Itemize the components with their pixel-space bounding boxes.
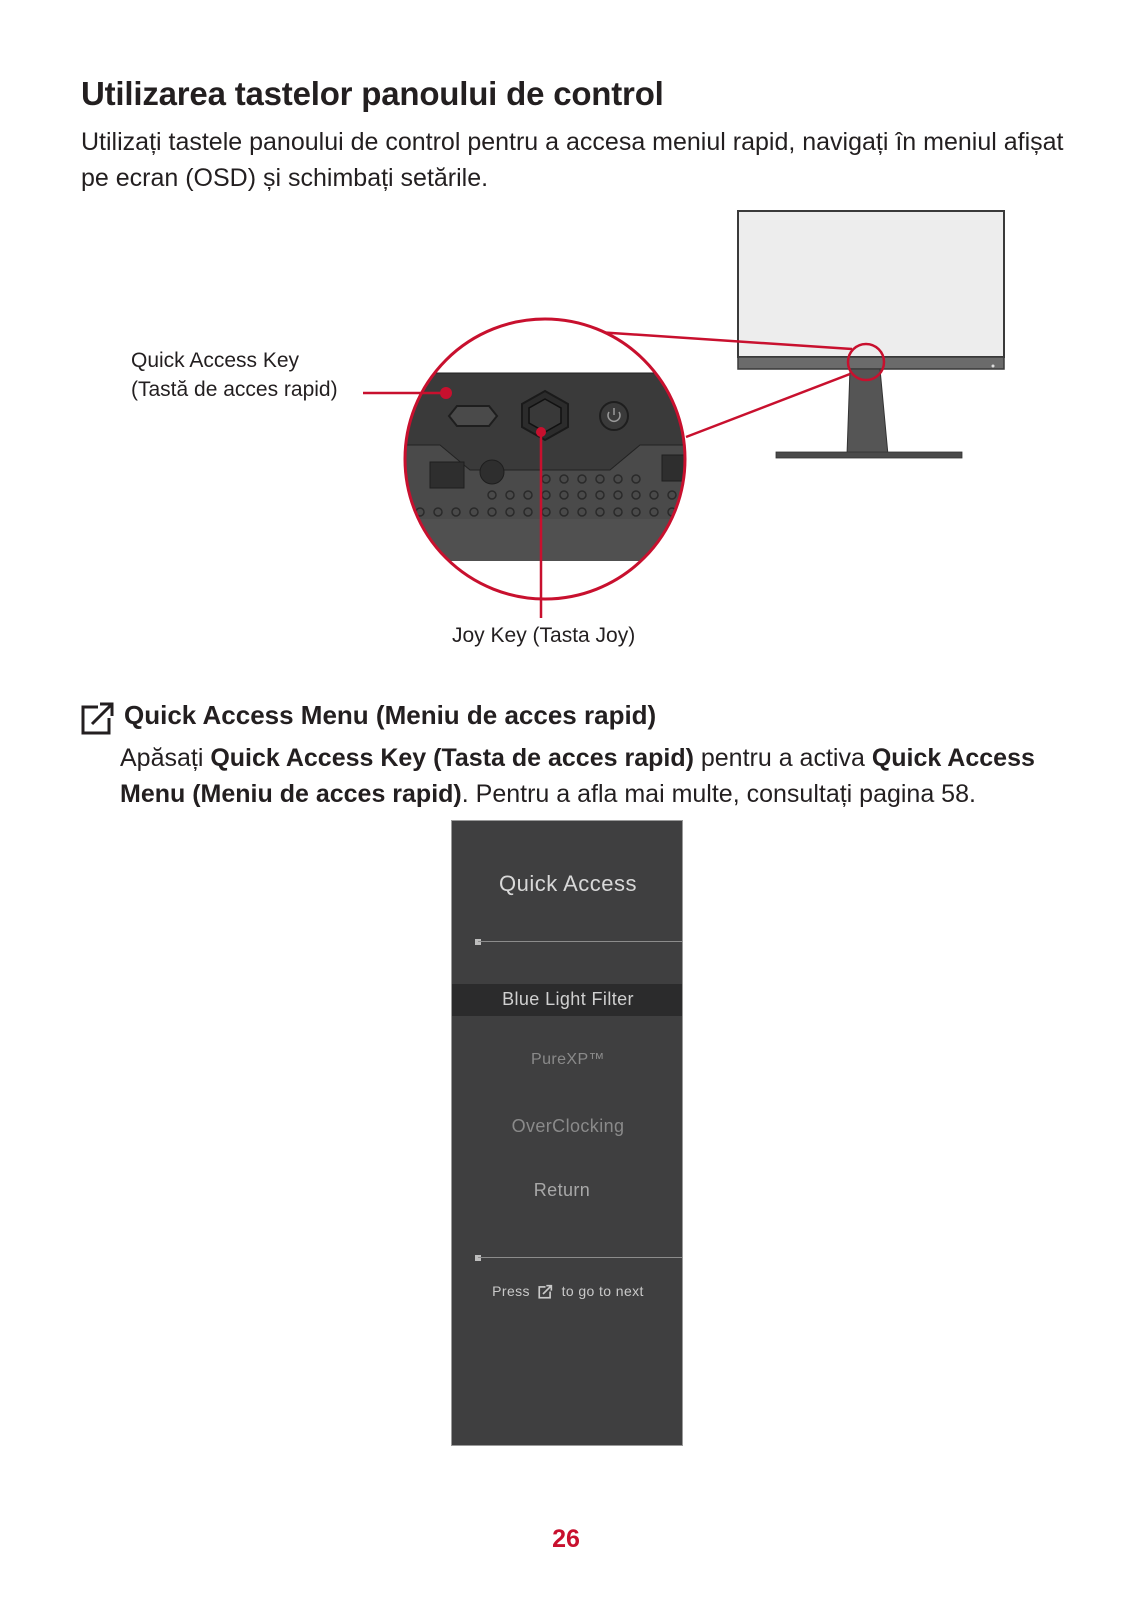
monitor-stand-neck	[847, 369, 888, 455]
monitor-screen	[738, 211, 1004, 357]
zoomed-panel	[400, 310, 700, 610]
osd-item-overclocking[interactable]: OverClocking	[511, 1116, 625, 1136]
osd-item-return[interactable]: Return	[533, 1180, 591, 1200]
power-led	[992, 365, 995, 368]
power-button	[600, 402, 628, 430]
joy-key-label: Joy Key (Tasta Joy)	[452, 624, 636, 647]
osd-footer-hint: Press to go to next	[492, 1283, 644, 1299]
quick-access-osd	[451, 820, 683, 1446]
zoom-callout-line-bottom	[686, 374, 850, 437]
monitor-illustration	[738, 211, 1004, 458]
quick-access-key-label: Quick Access Key	[131, 349, 300, 372]
quick-access-key-label-ro: (Tastă de acces rapid)	[131, 378, 338, 401]
section-body: Apăsați Quick Access Key (Tasta de acces rapid) pentru a activa Quick Access Menu (Meniu de acces rapid). Pentru a afla mai multe, consultați pagina 58.	[120, 744, 1035, 808]
osd-item-purexp[interactable]: PureXP™	[531, 1051, 605, 1068]
intro-paragraph: Utilizați tastele panoului de control pentru a accesa meniul rapid, navigați în meniul afișat pe ecran (OSD) și schimbați setările.	[81, 128, 1064, 192]
port-left	[430, 462, 464, 488]
quick-access-callout-dot	[440, 387, 452, 399]
audio-port	[480, 460, 504, 484]
osd-item-blue-light-filter[interactable]: Blue Light Filter	[502, 989, 634, 1009]
external-link-icon	[538, 1284, 553, 1299]
joy-key-callout-dot	[536, 427, 546, 437]
page-number: 26	[552, 1525, 580, 1553]
osd-divider-bottom	[478, 1257, 682, 1258]
osd-divider-top	[478, 941, 682, 942]
monitor-bezel	[738, 357, 1004, 369]
section-heading: Quick Access Menu (Meniu de acces rapid)	[124, 700, 657, 730]
quick-access-key-button	[449, 406, 497, 426]
external-link-icon	[80, 700, 116, 736]
page-title: Utilizarea tastelor panoului de control	[81, 75, 664, 112]
osd-title: Quick Access	[498, 871, 638, 896]
